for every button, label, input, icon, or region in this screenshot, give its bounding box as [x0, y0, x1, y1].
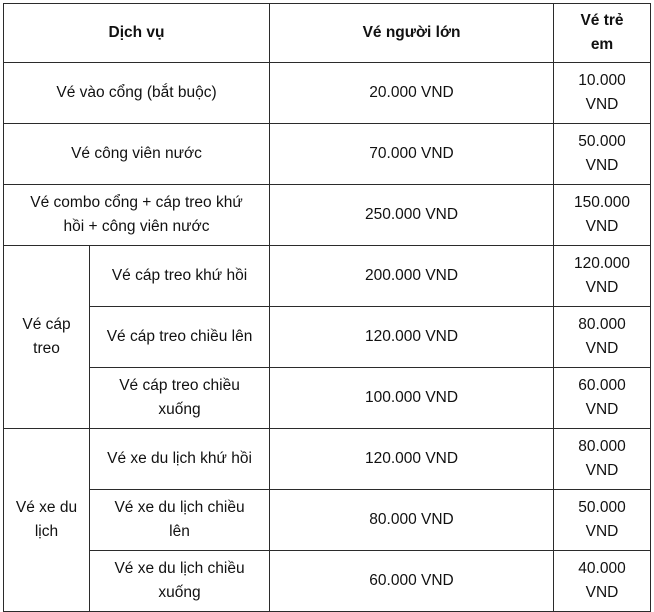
adult-price-cell: 250.000 VND	[270, 185, 554, 246]
table-row	[4, 490, 651, 551]
table-header-row	[4, 4, 651, 63]
service-cell: Vé cáp treo chiều lên	[90, 307, 270, 368]
group-label-tour-bus: Vé xe du lịch	[4, 429, 90, 612]
header-child-price: Vé trẻ em	[554, 4, 651, 63]
child-price-cell: 10.000 VND	[554, 63, 651, 124]
service-cell: Vé combo cổng + cáp treo khứ hồi + công viên nước	[4, 185, 270, 246]
service-cell: Vé xe du lịch khứ hồi	[90, 429, 270, 490]
service-cell: Vé vào cổng (bắt buộc)	[4, 63, 270, 124]
child-price-cell: 150.000 VND	[554, 185, 651, 246]
adult-price-cell: 200.000 VND	[270, 246, 554, 307]
adult-price-cell: 20.000 VND	[270, 63, 554, 124]
child-price-cell: 50.000 VND	[554, 124, 651, 185]
ticket-price-table	[3, 3, 651, 612]
table-row	[4, 63, 651, 124]
adult-price-cell: 60.000 VND	[270, 551, 554, 612]
adult-price-cell: 100.000 VND	[270, 368, 554, 429]
adult-price-cell: 120.000 VND	[270, 307, 554, 368]
child-price-cell: 60.000 VND	[554, 368, 651, 429]
child-price-cell: 50.000 VND	[554, 490, 651, 551]
header-adult-price: Vé người lớn	[270, 4, 554, 63]
service-cell: Vé cáp treo chiều xuống	[90, 368, 270, 429]
service-cell: Vé cáp treo khứ hồi	[90, 246, 270, 307]
adult-price-cell: 70.000 VND	[270, 124, 554, 185]
table-row	[4, 307, 651, 368]
child-price-cell: 80.000 VND	[554, 429, 651, 490]
table-row	[4, 368, 651, 429]
child-price-cell: 80.000 VND	[554, 307, 651, 368]
child-price-cell: 40.000 VND	[554, 551, 651, 612]
service-cell: Vé xe du lịch chiều lên	[90, 490, 270, 551]
table-row	[4, 124, 651, 185]
table-row	[4, 246, 651, 307]
header-service: Dịch vụ	[4, 4, 270, 63]
table-row	[4, 185, 651, 246]
table-row	[4, 551, 651, 612]
table-row	[4, 429, 651, 490]
service-cell: Vé xe du lịch chiều xuống	[90, 551, 270, 612]
adult-price-cell: 120.000 VND	[270, 429, 554, 490]
group-label-cable-car: Vé cáp treo	[4, 246, 90, 429]
child-price-cell: 120.000 VND	[554, 246, 651, 307]
adult-price-cell: 80.000 VND	[270, 490, 554, 551]
service-cell: Vé công viên nước	[4, 124, 270, 185]
